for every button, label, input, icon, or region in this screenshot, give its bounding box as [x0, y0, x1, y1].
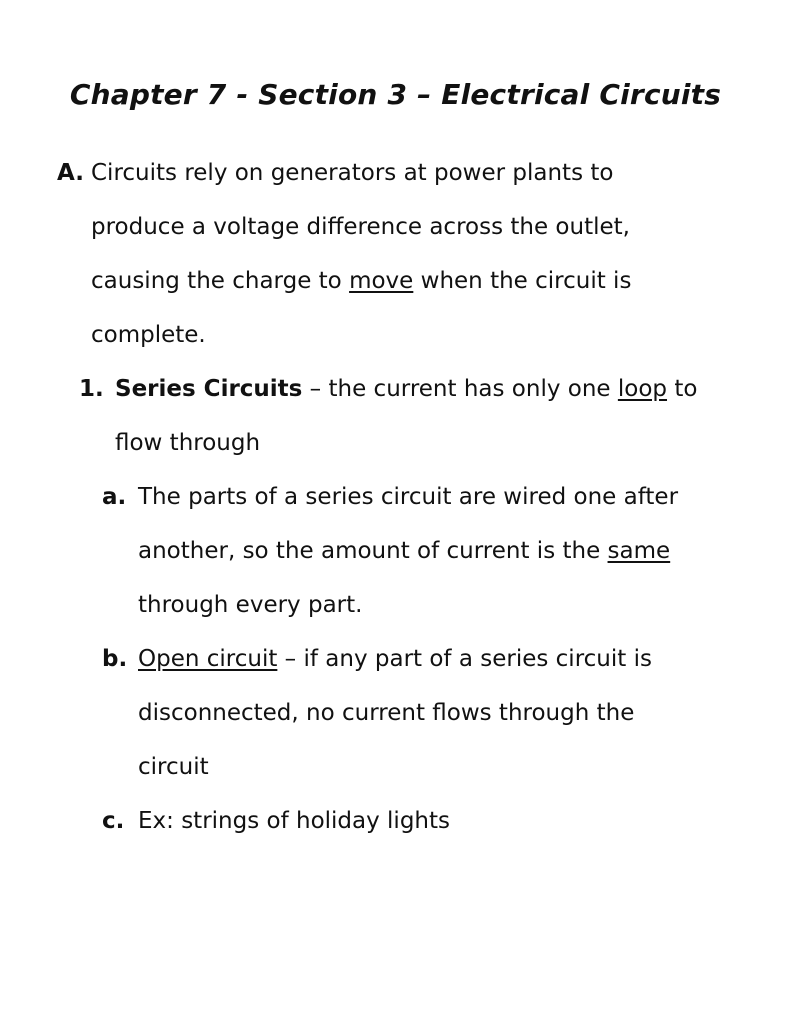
item-a-line-3-pre: causing the charge to — [91, 268, 350, 294]
outline-item-1c — [102, 794, 758, 848]
item-1a-line-1: The parts of a series circuit are wired one after — [138, 484, 679, 510]
outline-item-1b — [102, 632, 758, 794]
item-1-text — [115, 362, 755, 470]
item-a-line-2: produce a voltage difference across the outlet, — [91, 214, 630, 240]
item-1b-line-1-post: – if any part of a series circuit is — [277, 646, 652, 672]
item-1-line-2: flow through — [115, 430, 261, 456]
underlined-term-same: same — [607, 538, 671, 564]
item-1-line-1-post: to — [667, 376, 698, 402]
item-1c-text — [138, 794, 758, 848]
item-1b-line-1 — [138, 632, 758, 686]
outline-item-1 — [79, 362, 755, 470]
bold-term-series-circuits: Series Circuits — [115, 376, 303, 402]
item-1a-line-3: through every part. — [138, 592, 363, 618]
item-1-line-1 — [115, 362, 755, 416]
underlined-term-move: move — [349, 268, 414, 294]
item-marker-1b: b. — [102, 646, 128, 672]
item-1a-line-2 — [138, 524, 758, 578]
item-1a-text — [138, 470, 758, 632]
item-1b-line-2: disconnected, no current flows through the — [138, 700, 635, 726]
outline-item-a — [57, 146, 751, 362]
item-marker-1: 1. — [79, 376, 104, 402]
outline-item-1a — [102, 470, 758, 632]
underlined-term-open-circuit: Open circuit — [138, 646, 278, 672]
item-marker-1c: c. — [102, 808, 125, 834]
item-marker-1a: a. — [102, 484, 127, 510]
item-1b-line-3: circuit — [138, 754, 209, 780]
item-a-line-1: Circuits rely on generators at power plants to — [91, 160, 614, 186]
item-a-line-4: complete. — [91, 322, 206, 348]
item-a-line-3 — [91, 254, 751, 308]
item-marker-a: A. — [57, 160, 84, 186]
underlined-term-loop: loop — [617, 376, 668, 402]
item-a-text — [91, 146, 751, 362]
page-title: Chapter 7 - Section 3 – Electrical Circuits — [69, 78, 722, 111]
item-1c-line-1: Ex: strings of holiday lights — [138, 808, 451, 834]
item-1-line-1-mid: – the current has only one — [302, 376, 618, 402]
item-a-line-3-post: when the circuit is — [413, 268, 632, 294]
item-1a-line-2-pre: another, so the amount of current is the — [138, 538, 608, 564]
item-1b-text — [138, 632, 758, 794]
